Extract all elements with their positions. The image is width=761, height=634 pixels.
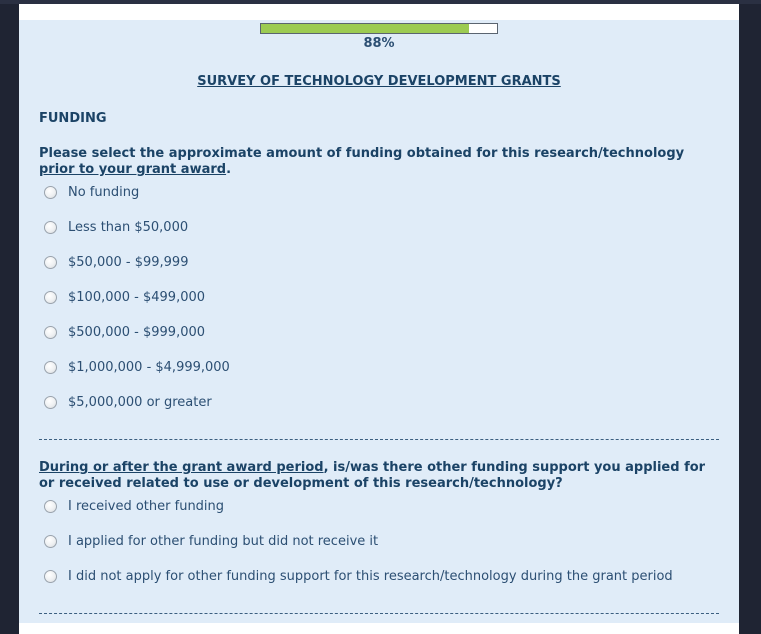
radio-button[interactable] [44,500,57,513]
option-label: $1,000,000 - $4,999,000 [68,359,230,375]
radio-button[interactable] [44,221,57,234]
option-label: I did not apply for other funding support for this research/technology during the grant period [68,568,673,584]
progress-bar-fill [261,24,469,33]
q1-option-1m-4m[interactable] [44,358,230,376]
q2-option-did-not-apply[interactable] [44,567,673,585]
question-1-end: . [226,162,232,177]
q2-option-applied-not-received[interactable] [44,532,378,550]
question-2 [39,460,719,492]
question-1-emphasis: prior to your grant award [39,162,227,177]
q1-option-no-funding[interactable] [44,183,139,201]
section-heading: FUNDING [39,111,107,126]
radio-button[interactable] [44,535,57,548]
option-label: I received other funding [68,498,225,514]
radio-button[interactable] [44,396,57,409]
section-divider [39,439,719,440]
radio-button[interactable] [44,186,57,199]
q1-option-100k-499k[interactable] [44,288,205,306]
question-2-emphasis: During or after the grant award period [39,460,324,475]
q1-option-less-than-50k[interactable] [44,218,188,236]
progress-bar [260,23,498,34]
option-label: $50,000 - $99,999 [68,254,189,270]
survey-title: SURVEY OF TECHNOLOGY DEVELOPMENT GRANTS [197,74,561,89]
radio-button[interactable] [44,326,57,339]
question-1-text: Please select the approximate amount of funding obtained for this research/technology [39,146,685,161]
option-label: $500,000 - $999,000 [68,324,206,340]
question-2-text: , is/was there other funding support you applied for or received related to use or development of this research/technology? [39,460,706,491]
option-label: $5,000,000 or greater [68,394,212,410]
radio-button[interactable] [44,570,57,583]
q1-option-50k-99k[interactable] [44,253,188,271]
option-label: $100,000 - $499,000 [68,289,206,305]
radio-button[interactable] [44,291,57,304]
question-1 [39,146,719,178]
q2-option-received[interactable] [44,497,224,515]
q1-option-500k-999k[interactable] [44,323,205,341]
option-label: No funding [68,184,140,200]
q1-option-5m-plus[interactable] [44,393,212,411]
section-divider [39,613,719,614]
radio-button[interactable] [44,361,57,374]
option-label: Less than $50,000 [68,219,189,235]
radio-button[interactable] [44,256,57,269]
option-label: I applied for other funding but did not receive it [68,533,379,549]
progress-percent: 88% [363,36,395,51]
